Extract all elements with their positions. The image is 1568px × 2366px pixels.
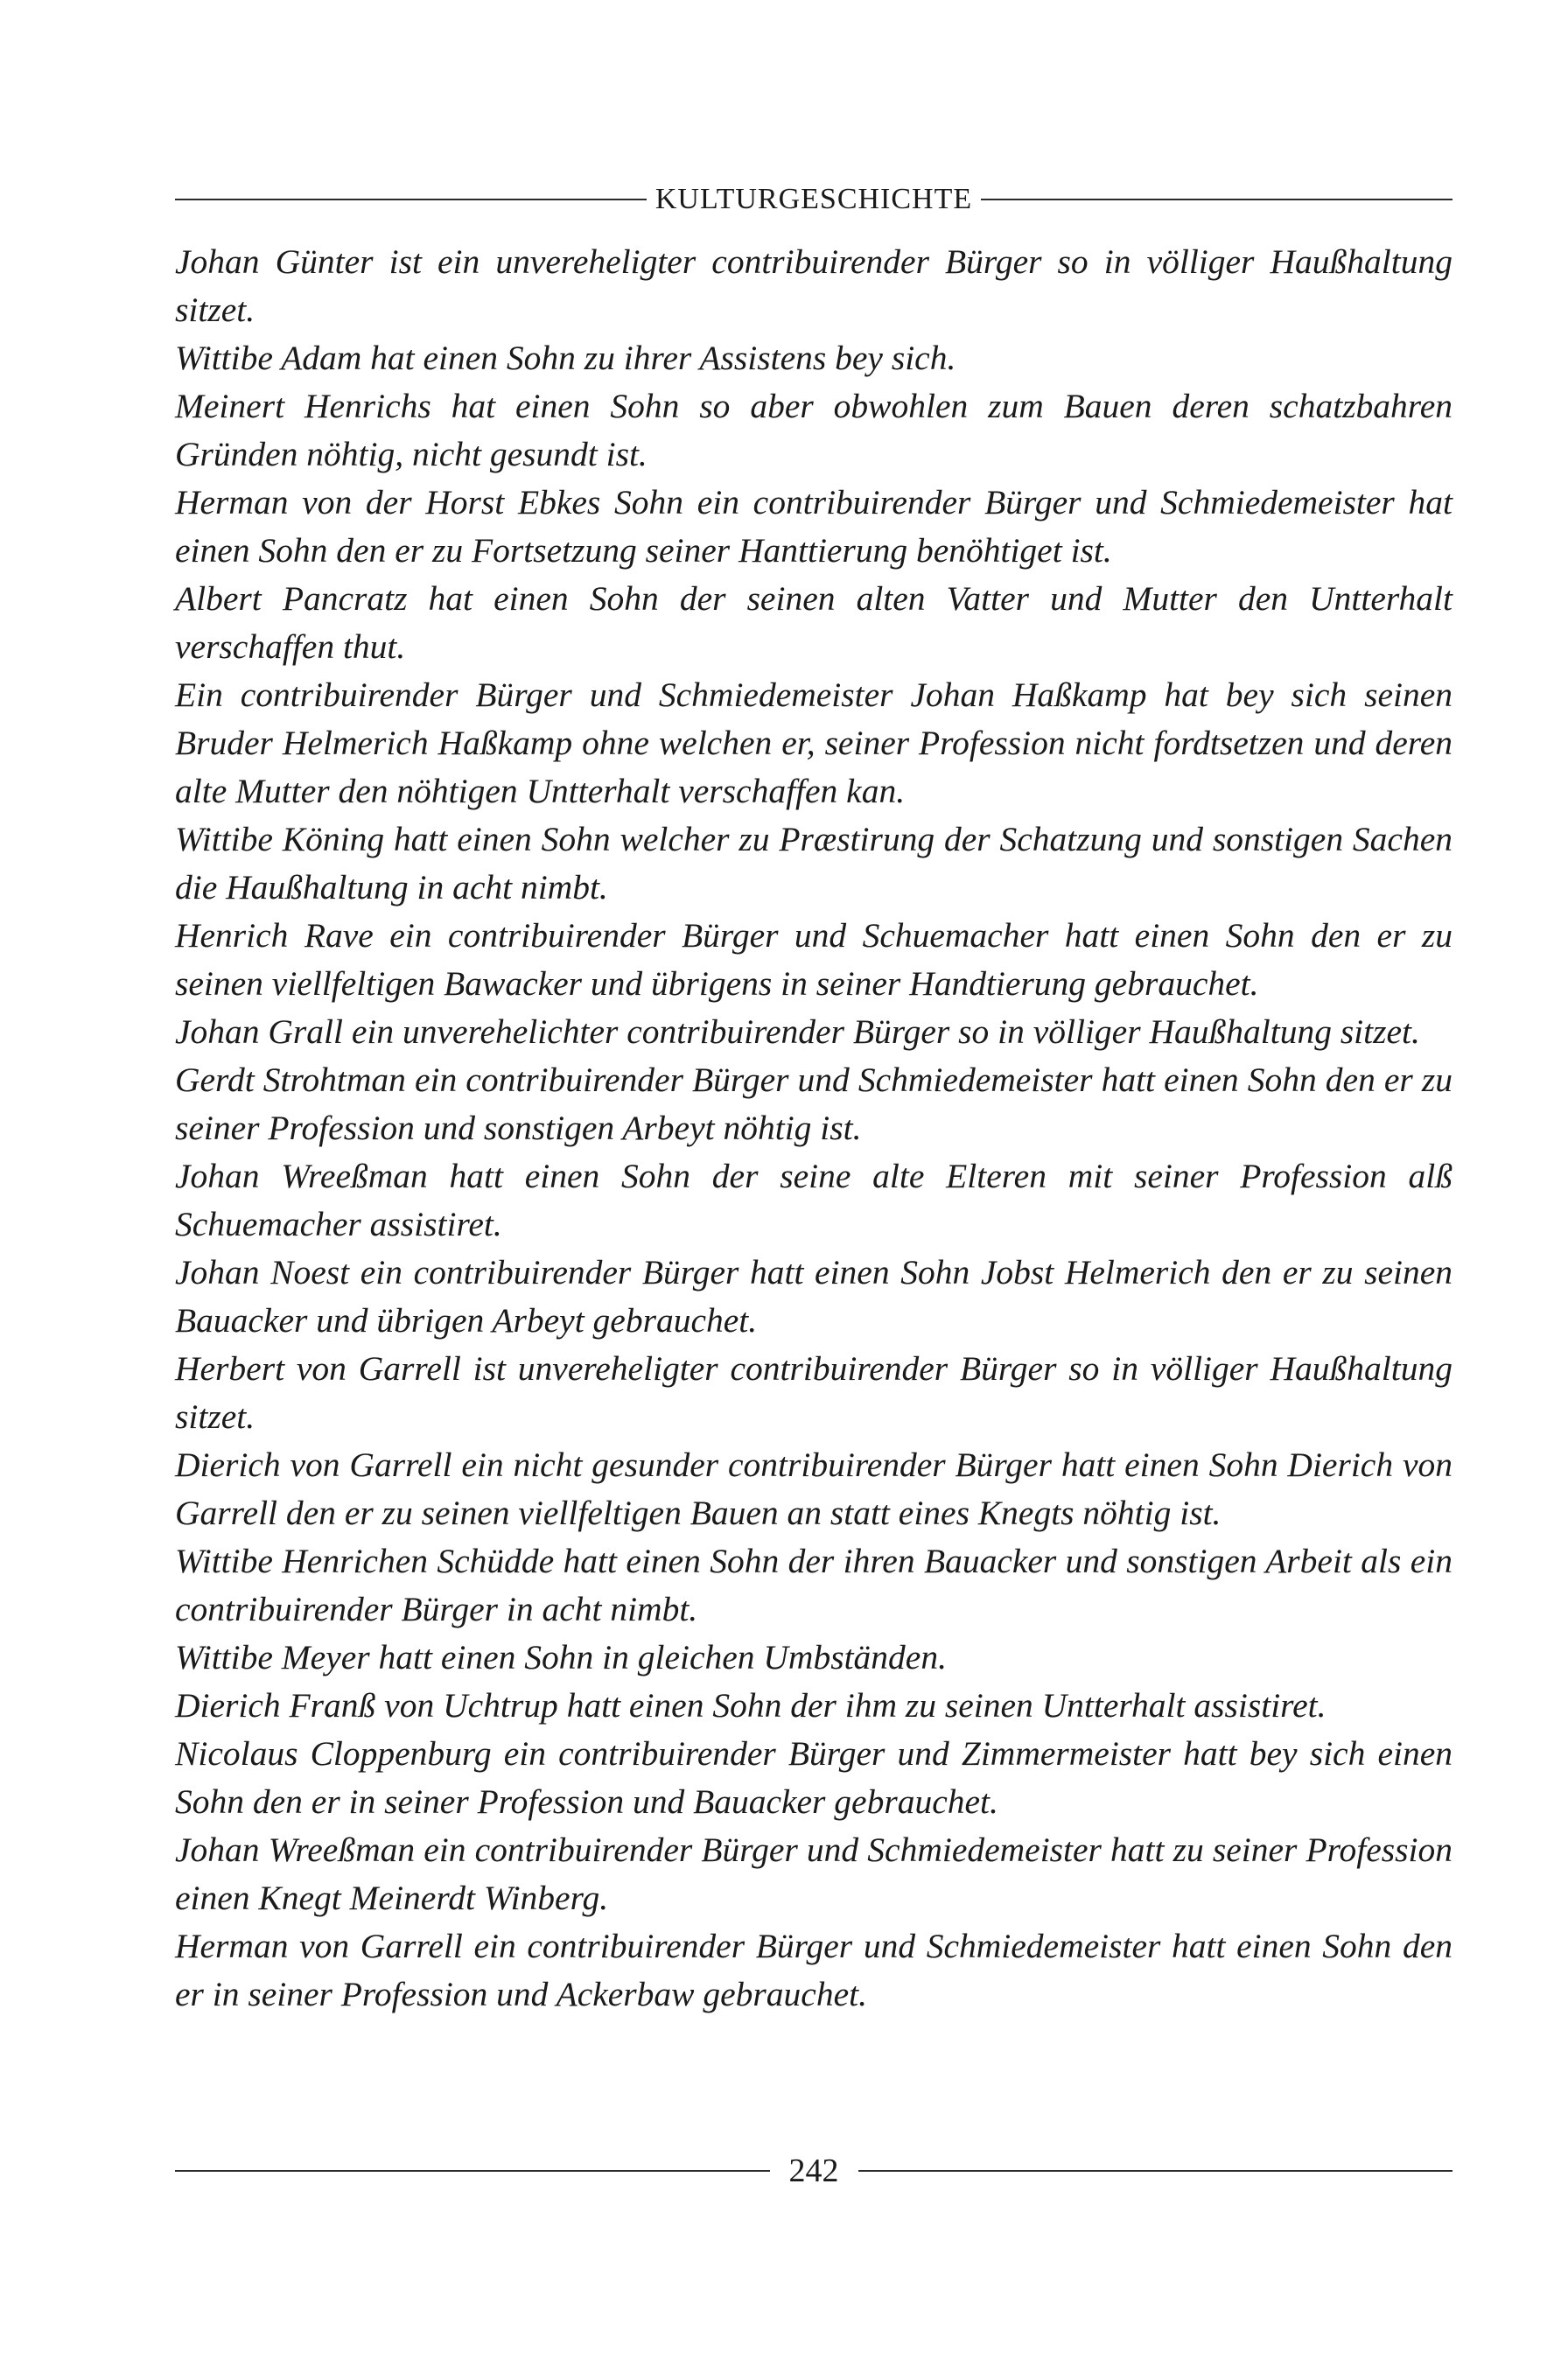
entry: Albert Pancratz hat einen Sohn der seinen alten Vatter und Mutter den Untterhalt verschaffen thut. [175,579,1452,666]
entry: Johan Günter ist ein unvereheligter contribuirender Bürger so in völliger Haußhaltung sitzet. [175,242,1452,329]
footer-rule-right [858,2170,1453,2172]
entry: Johan Wreeßman ein contribuirender Bürger und Schmiedemeister hatt zu seiner Profession einen Knegt Meinerdt Winberg. [175,1830,1452,1917]
entry: Johan Grall ein unverehelichter contribuirender Bürger so in völliger Haußhaltung sitzet. [175,1012,1420,1051]
entry: Wittibe Meyer hatt einen Sohn in gleichen Umbständen. [175,1638,947,1676]
entry: Meinert Henrichs hat einen Sohn so aber obwohlen zum Bauen deren schatzbahren Gründen nöhtig, nicht gesundt ist. [175,387,1452,473]
entry: Herbert von Garrell ist unvereheligter contribuirender Bürger so in völliger Haußhaltung sitzet. [175,1349,1452,1436]
entry: Nicolaus Cloppenburg ein contribuirender Bürger und Zimmermeister hatt bey sich einen Sohn den er in seiner Profession und Bauacker gebrauchet. [175,1734,1452,1821]
entry: Johan Noest ein contribuirender Bürger hatt einen Sohn Jobst Helmerich den er zu seinen Bauacker und übrigen Arbeyt gebrauchet. [175,1253,1452,1340]
entry: Herman von Garrell ein contribuirender Bürger und Schmiedemeister hatt einen Sohn den er in seiner Profession und Ackerbaw gebrauchet. [175,1927,1452,2013]
entry: Gerdt Strohtman ein contribuirender Bürger und Schmiedemeister hatt einen Sohn den er zu seiner Profession und sonstigen Arbeyt nöhtig ist. [175,1060,1452,1147]
entry: Wittibe Henrichen Schüdde hatt einen Sohn der ihren Bauacker und sonstigen Arbeit als ein contribuirender Bürger in acht nimbt. [175,1542,1452,1628]
entry: Wittibe Köning hatt einen Sohn welcher zu Præstirung der Schatzung und sonstigen Sachen die Haußhaltung in acht nimbt. [175,820,1452,906]
entry: Wittibe Adam hat einen Sohn zu ihrer Assistens bey sich. [175,339,956,377]
entry: Dierich von Garrell ein nicht gesunder contribuirender Bürger hatt einen Sohn Dierich von Garrell den er zu seinen viellfeltigen Bauen an statt eines Knegts nöhtig ist. [175,1446,1452,1532]
entry: Herman von der Horst Ebkes Sohn ein contribuirender Bürger und Schmiedemeister hat einen Sohn den er zu Fortsetzung seiner Hanttierung benöhtiget ist. [175,483,1452,570]
entry: Ein contribuirender Bürger und Schmiedemeister Johan Haßkamp hat bey sich seinen Bruder Helmerich Haßkamp ohne welchen er, seiner Profession nicht fordtsetzen und deren alte Mutter den nöhtigen Untterhalt verschaffen kan. [175,676,1452,810]
running-header [175,180,1452,219]
entry: Henrich Rave ein contribuirender Bürger und Schuemacher hatt einen Sohn den er zu seinen viellfeltigen Bawacker und übrigens in seiner Handtierung gebrauchet. [175,916,1452,1003]
entry: Dierich Franß von Uchtrup hatt einen Sohn der ihm zu seinen Untterhalt assistiret. [175,1686,1326,1725]
body-text [175,238,1452,2019]
entry: Johan Wreeßman hatt einen Sohn der seine alte Elteren mit seiner Profession alß Schuemacher assistiret. [175,1157,1452,1243]
running-title: KULTURGESCHICHTE [654,183,973,215]
page-number: 242 [788,2152,839,2189]
header-rule-left [175,199,647,200]
header-rule-right [981,199,1452,200]
page-footer [175,2149,1452,2193]
footer-rule-left [175,2170,770,2172]
